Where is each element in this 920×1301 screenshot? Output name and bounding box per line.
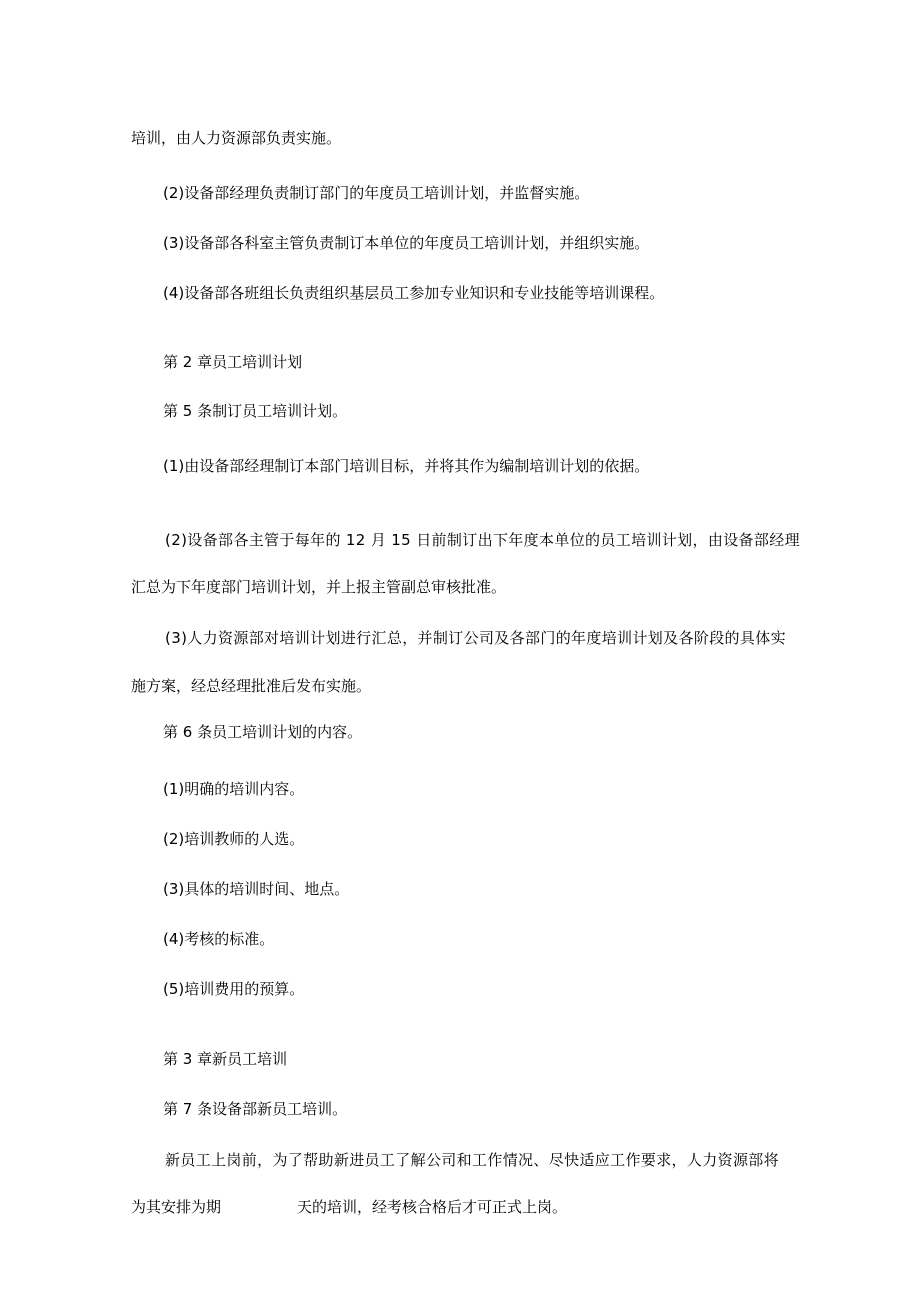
- text-line-8: (2)设备部各主管于每年的 12 月 15 日前制订出下年度本单位的员工培训计划，由设备部经理: [165, 531, 800, 549]
- text-line-10: (3)人力资源部对培训计划进行汇总，并制订公司及各部门的年度培训计划及各阶段的具体实: [165, 629, 786, 647]
- chapter-3-heading: 第 3 章新员工培训: [163, 1050, 288, 1068]
- text-line-13: (1)明确的培训内容。: [163, 780, 305, 798]
- text-line-7: (1)由设备部经理制订本部门培训目标，并将其作为编制培训计划的依据。: [163, 457, 650, 475]
- text-after-blank: 天的培训，经考核合格后才可正式上岗。: [297, 1198, 568, 1216]
- text-line-9: 汇总为下年度部门培训计划，并上报主管副总审核批准。: [131, 578, 507, 596]
- text-line-14: (2)培训教师的人选。: [163, 830, 305, 848]
- text-line-21: [131, 1197, 567, 1217]
- article-6-heading: 第 6 条员工培训计划的内容。: [163, 723, 363, 741]
- text-line-1: 培训，由人力资源部负责实施。: [131, 129, 342, 147]
- text-line-16: (4)考核的标准。: [163, 930, 275, 948]
- text-line-17: (5)培训费用的预算。: [163, 980, 305, 998]
- text-line-2: (2)设备部经理负责制订部门的年度员工培训计划，并监督实施。: [163, 184, 590, 202]
- text-line-4: (4)设备部各班组长负责组织基层员工参加专业知识和专业技能等培训课程。: [163, 284, 665, 302]
- text-line-3: (3)设备部各科室主管负责制订本单位的年度员工培训计划，并组织实施。: [163, 234, 650, 252]
- text-before-blank: 为其安排为期: [131, 1198, 222, 1216]
- chapter-2-heading: 第 2 章员工培训计划: [163, 353, 303, 371]
- text-line-15: (3)具体的培训时间、地点。: [163, 880, 350, 898]
- article-5-heading: 第 5 条制订员工培训计划。: [163, 402, 348, 420]
- text-line-20: 新员工上岗前，为了帮助新进员工了解公司和工作情况、尽快适应工作要求，人力资源部将: [165, 1151, 780, 1169]
- article-7-heading: 第 7 条设备部新员工培训。: [163, 1100, 348, 1118]
- text-line-11: 施方案，经总经理批准后发布实施。: [131, 677, 372, 695]
